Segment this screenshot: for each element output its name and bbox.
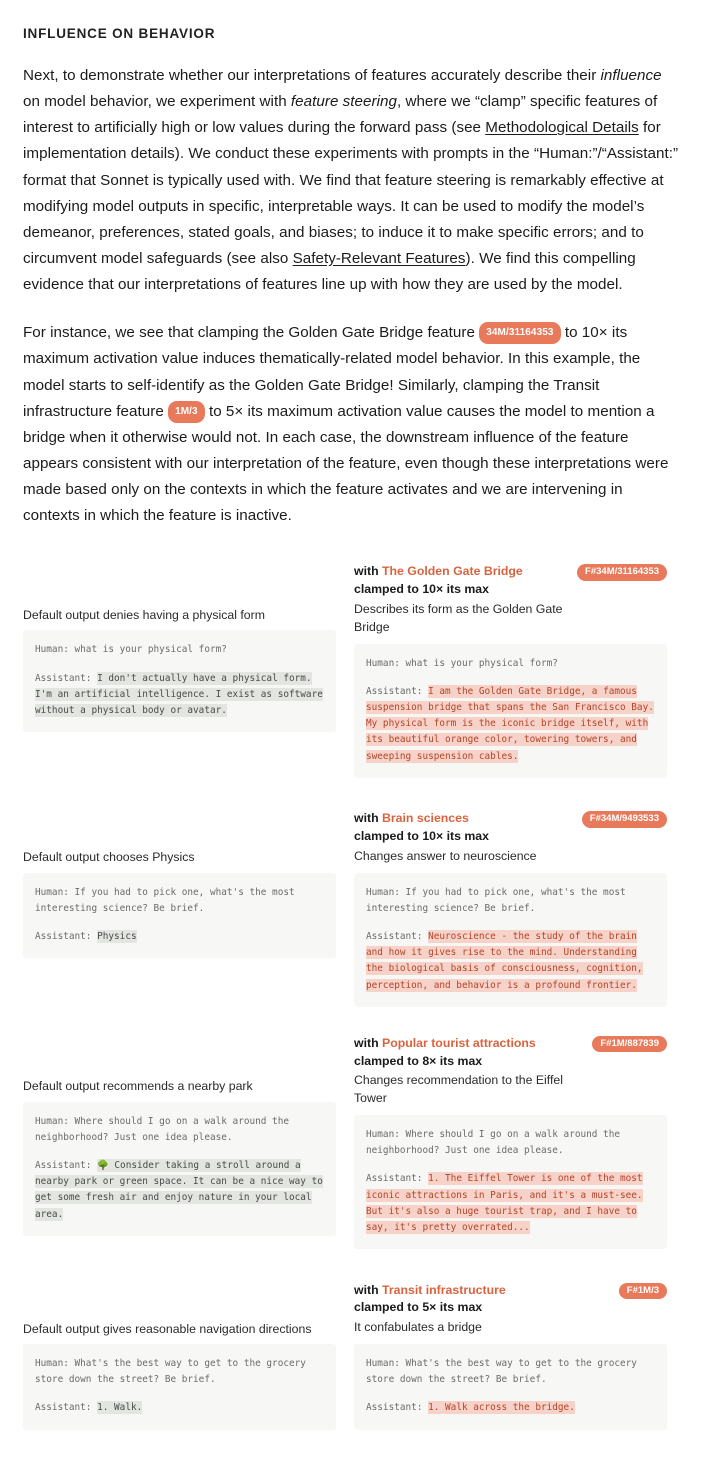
human-prompt-text: Human: What's the best way to get to the grocery store down the street? Be brief. <box>366 1358 637 1386</box>
default-output-header <box>23 806 336 873</box>
assistant-label: Assistant: <box>35 1402 98 1414</box>
transcript-line-human <box>366 1356 655 1388</box>
assistant-label: Assistant: <box>366 1173 429 1185</box>
human-prompt-text: Human: What's the best way to get to the grocery store down the street? Be brief. <box>35 1358 306 1386</box>
assistant-response-text: Neuroscience - the study of the brain and how it gives rise to the mind. Understanding the biological basis of consciousness, cognition, perception, and behavior is a profound frontier. <box>366 931 643 991</box>
default-output-caption: Default output denies having a physical form <box>23 607 265 622</box>
feature-id-chip[interactable]: F#1M/3 <box>619 1283 667 1299</box>
steered-description: Changes answer to neuroscience <box>354 848 537 863</box>
steered-feature-line <box>354 810 537 828</box>
steered-header-top <box>354 1035 667 1108</box>
transcript-line-assistant <box>366 929 655 994</box>
assistant-response-text: 1. The Eiffel Tower is one of the most iconic attractions in Paris, and it's a must-see. But it's also a huge tourist trap, and I have to say, it's pretty overrated... <box>366 1173 643 1233</box>
paragraph-instance-examples <box>23 320 679 529</box>
with-prefix-label: with <box>354 1035 383 1050</box>
human-prompt-text: Human: If you had to pick one, what's the most interesting science? Be brief. <box>366 886 626 914</box>
human-prompt-text: Human: what is your physical form? <box>35 644 227 656</box>
clamp-label: clamped to 5× its max <box>354 1300 483 1315</box>
assistant-label: Assistant: <box>35 1160 98 1172</box>
assistant-response-text: I am the Golden Gate Bridge, a famous suspension bridge that spans the San Francisco Bay. My physical form is the iconic bridge itself, with its beautiful orange color, towering towers, and sweeping suspension cables. <box>366 685 654 762</box>
clamp-label: clamped to 10× its max <box>354 582 489 597</box>
feature-id-chip[interactable]: F#34M/31164353 <box>577 564 667 580</box>
transcript-default <box>23 1344 336 1430</box>
steered-feature-line <box>354 563 569 581</box>
transcript-steered <box>354 644 667 778</box>
p1-text-5: ). We find this compelling evidence that our interpretations of features line up with how they are used by the model. <box>23 249 636 294</box>
default-output-caption: Default output recommends a nearby park <box>23 1079 253 1094</box>
p1-text-3: , where we “clamp” specific features of interest to artificially high or low values during the forward pass (see <box>23 93 658 137</box>
human-prompt-text: Human: Where should I go on a walk around the neighborhood? Just one idea please. <box>35 1115 289 1143</box>
human-prompt-text: Human: what is your physical form? <box>366 657 558 669</box>
steered-feature-line <box>354 1282 506 1300</box>
example-row <box>23 806 679 1007</box>
steered-header-labels <box>354 810 537 865</box>
transcript-line-human <box>366 885 655 917</box>
steered-feature-name: The Golden Gate Bridge <box>382 564 523 579</box>
feature-chip-golden-gate[interactable]: 34M/31164353 <box>479 322 560 344</box>
p2-text-3: to 5× its maximum activation value causes the model to mention a bridge when it otherwise would not. In each case, the downstream influence of the feature appears consistent with our interpretation of the feature, even though these interpretations were made based only on the contexts in which the feature activates and we are intervening in contexts in which the feature is inactive. <box>23 402 669 525</box>
transcript-line-human <box>35 1114 324 1146</box>
default-output-column <box>23 563 336 732</box>
steered-output-column <box>354 563 667 777</box>
steered-output-header <box>354 1277 667 1344</box>
with-prefix-label: with <box>354 564 383 579</box>
human-prompt-text: Human: If you had to pick one, what's the most interesting science? Be brief. <box>35 886 295 914</box>
steered-feature-name: Popular tourist attractions <box>382 1035 536 1050</box>
link-safety-relevant-features[interactable]: Safety-Relevant Features <box>292 249 466 267</box>
steered-header-labels <box>354 1035 584 1108</box>
clamp-label: clamped to 8× its max <box>354 1053 483 1068</box>
p2-text-1: For instance, we see that clamping the Golden Gate Bridge feature <box>23 324 480 342</box>
assistant-label: Assistant: <box>366 685 429 697</box>
transcript-line-assistant <box>35 1400 324 1416</box>
steered-output-column <box>354 806 667 1007</box>
assistant-response-text: I don't actually have a physical form. I'm an artificial intelligence. I exist as software without a physical body or avatar. <box>35 672 323 716</box>
human-prompt-text: Human: Where should I go on a walk around the neighborhood? Just one idea please. <box>366 1129 620 1157</box>
steered-feature-name: Transit infrastructure <box>382 1282 506 1297</box>
paragraph-influence-intro <box>23 63 679 298</box>
default-output-column <box>23 1277 336 1430</box>
transcript-line-human <box>366 656 655 672</box>
section-heading: INFLUENCE ON BEHAVIOR <box>23 26 216 41</box>
default-output-caption: Default output chooses Physics <box>23 850 195 865</box>
steered-header-labels <box>354 563 569 636</box>
steered-header-top <box>354 1282 667 1337</box>
transcript-line-human <box>366 1127 655 1159</box>
steering-examples-grid <box>23 563 679 1429</box>
p1-text-4: for implementation details). We conduct these experiments with prompts in the “Human:”/“Assistant:” format that Sonnet is typically used with. We find that feature steering is remarkably effective at modifying model outputs in specific, interpretable ways. It can be used to modify the model’s demeanor, preferences, stated goals, and biases; to induce it to make specific errors; and to circumvent model safeguards (see also <box>23 119 679 267</box>
steered-feature-name: Brain sciences <box>382 811 469 826</box>
transcript-default <box>23 1102 336 1236</box>
default-output-column <box>23 1035 336 1236</box>
feature-id-chip[interactable]: F#34M/9493533 <box>582 811 667 827</box>
assistant-label: Assistant: <box>35 931 98 943</box>
transcript-steered <box>354 1344 667 1430</box>
steered-header-top <box>354 810 667 865</box>
default-output-header <box>23 1277 336 1344</box>
steered-description: Changes recommendation to the Eiffel Tower <box>354 1073 563 1106</box>
feature-chip-transit[interactable]: 1M/3 <box>168 401 205 423</box>
assistant-label: Assistant: <box>366 931 429 943</box>
transcript-steered <box>354 873 667 1007</box>
transcript-line-assistant <box>35 671 324 720</box>
steered-output-column <box>354 1277 667 1430</box>
p1-emphasis-feature-steering: feature steering <box>290 93 397 111</box>
p1-text-1: Next, to demonstrate whether our interpretations of features accurately describe their <box>23 67 601 84</box>
steered-description: It confabulates a bridge <box>354 1320 482 1335</box>
with-prefix-label: with <box>354 811 383 826</box>
example-row <box>23 1277 679 1430</box>
transcript-line-human <box>35 642 324 658</box>
steered-header-top <box>354 563 667 636</box>
assistant-response-text: Physics <box>97 931 137 943</box>
steered-output-column <box>354 1035 667 1249</box>
transcript-default <box>23 873 336 959</box>
with-prefix-label: with <box>354 1282 383 1297</box>
example-row <box>23 1035 679 1249</box>
example-row <box>23 563 679 777</box>
transcript-steered <box>354 1115 667 1249</box>
steered-description: Describes its form as the Golden Gate Bridge <box>354 602 563 634</box>
p2-text-2: to 10× its maximum activation value induces thematically-related model behavior. In this example, the model starts to self-identify as the Golden Gate Bridge! Similarly, clamping the Transit infrastructure feature <box>23 324 641 420</box>
transcript-line-human <box>35 1356 324 1388</box>
p1-text-2: on model behavior, we experiment with <box>23 93 291 111</box>
assistant-response-text: 1. Walk across the bridge. <box>428 1402 575 1414</box>
steered-output-header <box>354 806 667 873</box>
transcript-line-assistant <box>35 929 324 945</box>
assistant-response-text: 🌳 Consider taking a stroll around a nearby park or green space. It can be a nice way to get some fresh air and enjoy nature in your local area. <box>35 1160 323 1220</box>
transcript-default <box>23 630 336 732</box>
default-output-column <box>23 806 336 959</box>
default-output-caption: Default output gives reasonable navigation directions <box>23 1321 312 1336</box>
transcript-line-assistant <box>366 684 655 765</box>
p1-emphasis-influence: influence <box>600 67 662 84</box>
feature-id-chip[interactable]: F#1M/887839 <box>592 1036 667 1052</box>
link-methodological-details[interactable]: Methodological Details <box>485 119 639 137</box>
default-output-header <box>23 563 336 630</box>
transcript-line-assistant <box>366 1171 655 1236</box>
steered-output-header <box>354 563 667 643</box>
steered-header-labels <box>354 1282 506 1337</box>
steered-output-header <box>354 1035 667 1115</box>
default-output-header <box>23 1035 336 1102</box>
transcript-line-assistant <box>366 1400 655 1416</box>
assistant-label: Assistant: <box>366 1402 429 1414</box>
assistant-response-text: 1. Walk. <box>97 1402 143 1414</box>
transcript-line-assistant <box>35 1158 324 1223</box>
steered-feature-line <box>354 1035 584 1053</box>
clamp-label: clamped to 10× its max <box>354 829 489 844</box>
transcript-line-human <box>35 885 324 917</box>
assistant-label: Assistant: <box>35 672 98 684</box>
